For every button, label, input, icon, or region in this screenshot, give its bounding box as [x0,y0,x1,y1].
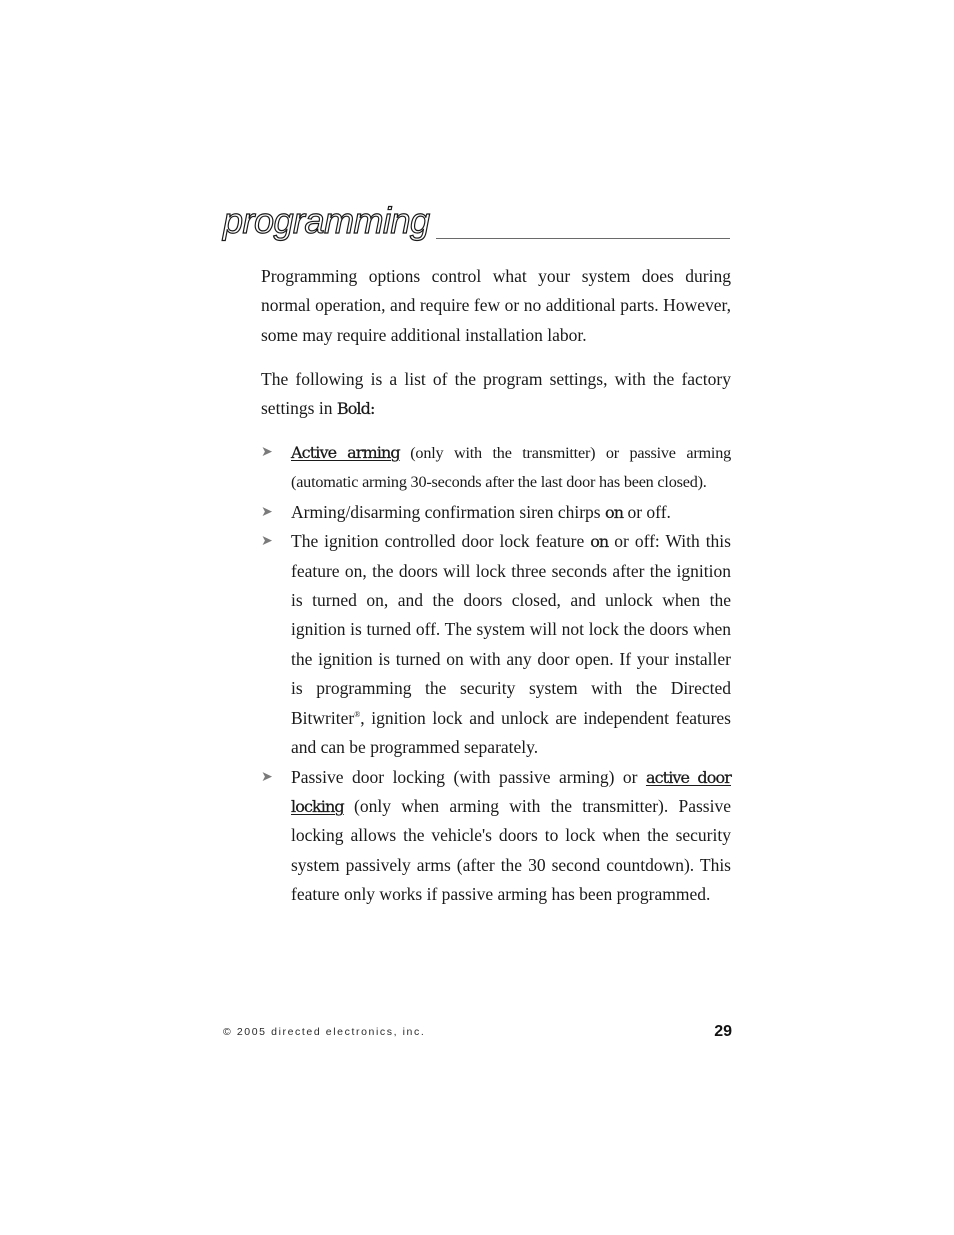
arrowhead-bullet-icon: ➤ [261,768,273,785]
default-setting-on: on [590,532,609,552]
settings-list [261,438,731,910]
settings-intro-paragraph [261,365,731,424]
list-item-text: , ignition lock and unlock are independent features and can be programmed separately. [291,707,731,758]
arrowhead-bullet-icon: ➤ [261,503,273,520]
page-number: 29 [714,1023,732,1040]
list-item-arming-mode [261,438,731,498]
list-item-door-locking-mode [261,763,731,910]
list-item-text: Arming/disarming confirmation siren chirps [291,501,605,522]
registered-mark: ® [354,709,361,719]
list-item-text: or off. [623,501,671,522]
arrowhead-bullet-icon: ➤ [261,444,273,461]
arrowhead-bullet-icon: ➤ [261,533,273,550]
list-item-siren-chirps [261,498,731,527]
list-item-ignition-door-lock [261,527,731,762]
list-item-text: (only when arming with the transmitter). Passive locking allows the vehicle's doors to lock when the security system passively arms (after the 30 second countdown). This feature only works if passive arming has been programmed. [291,795,731,905]
footer-copyright: © 2005 directed electronics, inc. [223,1026,426,1038]
page-title: programming [223,200,436,242]
default-setting-active-door-locking: active door locking [291,767,731,816]
default-setting-on: on [604,502,624,522]
body-text [261,262,731,910]
list-item-text: The ignition controlled door lock feature [291,531,591,552]
default-setting-active-arming: Active arming [291,443,400,463]
intro-paragraph: Programming options control what your system does during normal operation, and require few or no additional parts. However, some may require additional installation labor. [261,266,731,345]
settings-intro-text: The following is a list of the program settings, with the factory settings in [261,368,731,419]
page-heading-block [223,200,730,242]
list-item-text: (only with the transmitter) or passive arming (automatic arming 30-seconds after the last door has been closed). [291,444,731,492]
bold-label: Bold: [336,399,375,419]
list-item-text: Passive door locking (with passive arming) or [291,766,646,787]
list-item-text: or off: With this feature on, the doors will lock three seconds after the ignition is turned on, and the doors closed, and unlock when the ignition is turned off. The system will not lock the doors when the ignition is turned on with any door open. If your installer is programming the security system with the Directed Bitwriter [291,531,731,728]
